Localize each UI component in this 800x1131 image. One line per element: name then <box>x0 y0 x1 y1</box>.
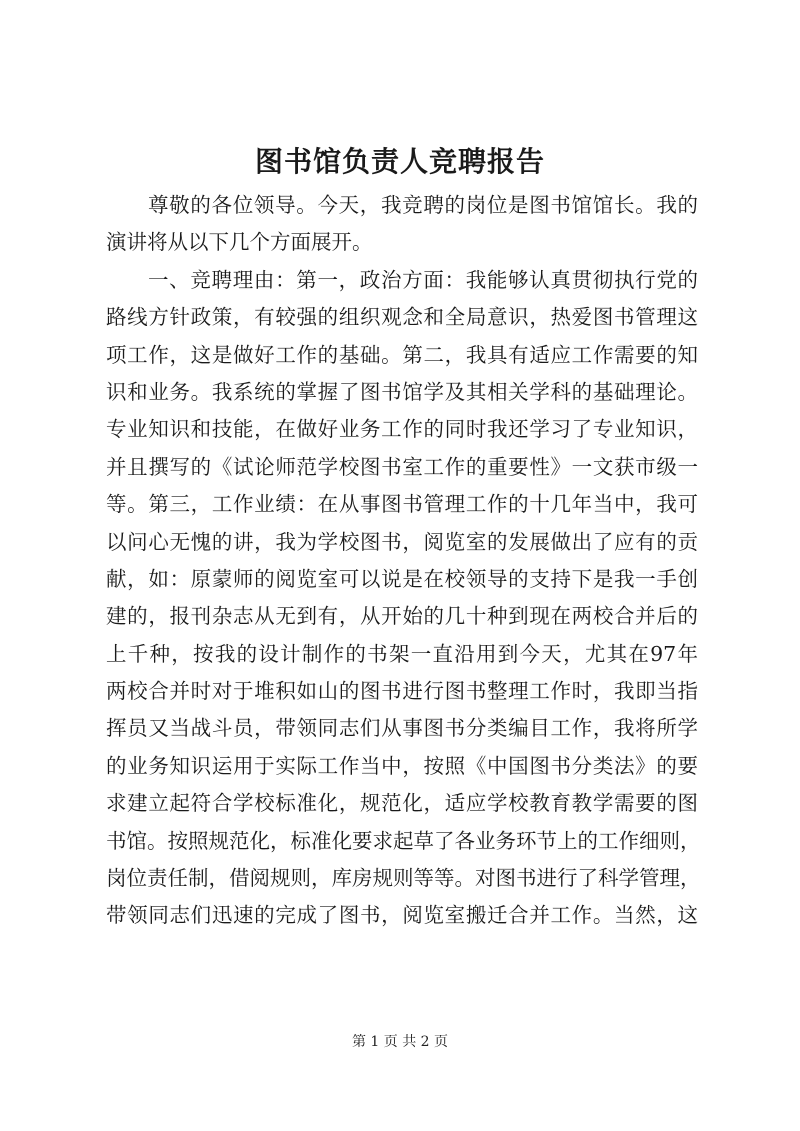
paragraph-line: 带领同志们迅速的完成了图书，阅览室搬迁合并工作。当然，这 <box>106 903 698 928</box>
paragraph-line: 的业务知识运用于实际工作当中，按照《中国图书分类法》的要 <box>106 753 698 778</box>
paragraph-line: 挥员又当战斗员，带领同志们从事图书分类编目工作，我将所学 <box>106 716 698 741</box>
paragraph-line: 识和业务。我系统的掌握了图书馆学及其相关学科的基础理论。 <box>106 379 698 404</box>
paragraph-line: 两校合并时对于堆积如山的图书进行图书整理工作时，我即当指 <box>106 679 698 704</box>
paragraph-line: 建的，报刊杂志从无到有，从开始的几十种到现在两校合并后的 <box>106 604 698 629</box>
document-title: 图书馆负责人竞聘报告 <box>254 145 545 178</box>
paragraph-line: 书馆。按照规范化，标准化要求起草了各业务环节上的工作细则， <box>106 828 701 853</box>
paragraph-line: 演讲将从以下几个方面展开。 <box>106 230 373 255</box>
paragraph-line: 专业知识和技能，在做好业务工作的同时我还学习了专业知识， <box>106 417 698 442</box>
paragraph-line: 路线方针政策，有较强的组织观念和全局意识，热爱图书管理这 <box>106 305 698 330</box>
paragraph-line: 等。第三，工作业绩：在从事图书管理工作的十几年当中，我可 <box>106 492 698 517</box>
paragraph-line: 岗位责任制，借阅规则，库房规则等等。对图书进行了科学管理， <box>106 866 701 891</box>
page-footer: 第 1 页 共 2 页 <box>351 1034 449 1050</box>
paragraph-line: 上千种，按我的设计制作的书架一直沿用到今天，尤其在97年 <box>106 641 698 666</box>
paragraph-line: 求建立起符合学校标准化，规范化，适应学校教育教学需要的图 <box>106 791 698 816</box>
paragraph-line: 一、竞聘理由：第一，政治方面：我能够认真贯彻执行党的 <box>148 267 698 292</box>
paragraph-line: 以问心无愧的讲，我为学校图书，阅览室的发展做出了应有的贡 <box>106 529 698 554</box>
paragraph-line: 项工作，这是做好工作的基础。第二，我具有适应工作需要的知 <box>106 342 698 367</box>
paragraph-line: 尊敬的各位领导。今天，我竞聘的岗位是图书馆馆长。我的 <box>148 193 698 217</box>
paragraph-line: 献，如：原蒙师的阅览室可以说是在校领导的支持下是我一手创 <box>106 566 698 591</box>
paragraph-line: 并且撰写的《试论师范学校图书室工作的重要性》一文获市级一 <box>106 454 698 479</box>
document-body <box>106 187 701 935</box>
